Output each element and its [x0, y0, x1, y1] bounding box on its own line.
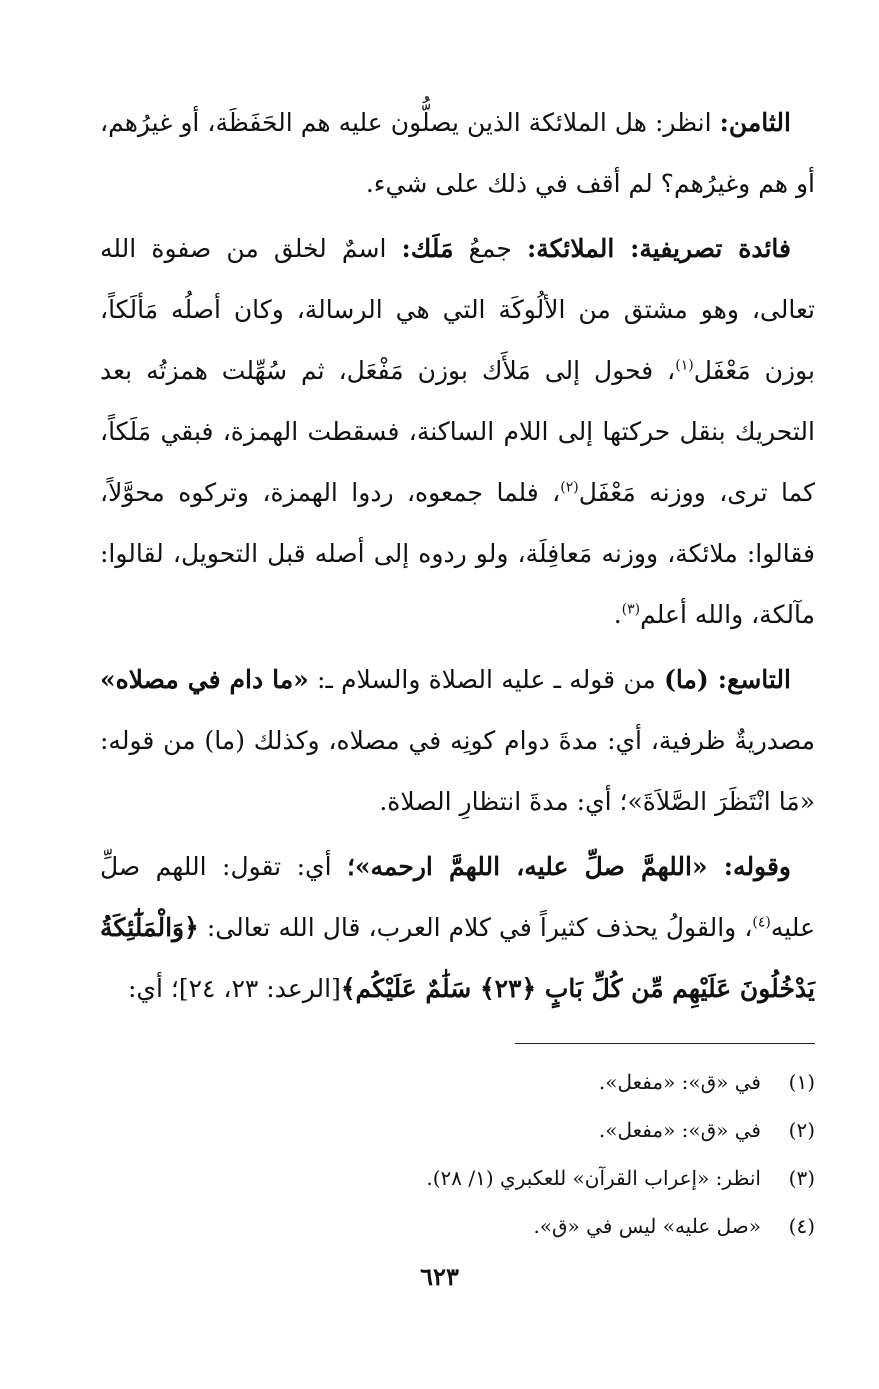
paragraph-ninth	[100, 649, 815, 832]
footnote-item	[100, 1106, 815, 1154]
paragraph-text: .	[613, 600, 622, 629]
paragraph-text: أي: تقول: اللهم صلِّ عليه	[100, 852, 815, 942]
footnote-number: (١)	[788, 1070, 815, 1094]
footnote-number: (٤)	[788, 1214, 815, 1238]
paragraph-text: انظر: هل الملائكة الذين يصلُّون عليه هم الحَفَظَة، أو غيرُهم، أو هم وغيرُهم؟ لم أقف في ذلك على شيء.	[100, 108, 815, 198]
footnote-text: انظر: «إعراب القرآن» للعكبري (١/ ٢٨).	[426, 1166, 761, 1190]
verse-reference: [الرعد: ٢٣، ٢٤]؛ أي:	[128, 974, 341, 1003]
paragraph-lead: مَلَك:	[401, 234, 454, 263]
footnote-ref[interactable]: (٣)	[621, 601, 641, 618]
paragraph-text: من قوله ـ عليه الصلاة والسلام ـ:	[308, 665, 665, 694]
paragraph-lead: التاسع: (ما)	[664, 665, 791, 694]
footnote-item	[100, 1154, 815, 1202]
paragraph-text: ، والقولُ يحذف كثيراً في كلام العرب، قال الله تعالى:	[198, 913, 753, 942]
footnotes	[100, 1058, 815, 1250]
quran-verse: ﴿وَالْمَلَٰٓئِكَةُ يَدْخُلُونَ عَلَيْهِم مِّن كُلِّ بَابٍ ﴿٢٣﴾ سَلَٰمٌ عَلَيْكُم﴾	[100, 913, 815, 1003]
hadith-quote: «ما دام في مصلاه»	[100, 665, 309, 694]
footnote-divider	[515, 1043, 815, 1044]
paragraph-lead: الثامن:	[719, 108, 791, 137]
paragraph-lead: وقوله: «اللهمَّ صلِّ عليه، اللهمَّ ارحمه»؛	[346, 852, 791, 881]
footnote-ref[interactable]: (٤)	[752, 914, 771, 931]
footnote-text: في «ق»: «مفعل».	[598, 1070, 761, 1094]
paragraph-eighth	[100, 92, 815, 214]
paragraph-text: ، فحول إلى مَلأَك بوزن مَفْعَل، ثم سُهِّلت همزتُه بعد التحريك بنقل حركتها إلى اللام الساكنة، فسقطت الهمزة، فبقي مَلَكاً، كما ترى، ووزنه مَعْفَل	[100, 356, 815, 507]
paragraph-prayer	[100, 836, 815, 1019]
paragraph-text: ، فلما جمعوه، ردوا الهمزة، وتركوه محوَّلاً، فقالوا: ملائكة، ووزنه مَعافِلَة، ولو ردوه إلى أصله قبل التحويل، لقالوا: مآلكة، والله أعلم	[100, 478, 815, 629]
footnote-text: في «ق»: «مفعل».	[598, 1118, 761, 1142]
paragraph-text: جمعُ	[453, 234, 527, 263]
footnote-number: (٣)	[788, 1166, 815, 1190]
footnote-number: (٢)	[788, 1118, 815, 1142]
paragraph-text: اسمٌ لخلق من صفوة الله تعالى، وهو مشتق من الألُوكَة التي هي الرسالة، وكان أصلُه مَألَكاً، بوزن مَعْفَل	[100, 234, 815, 385]
paragraph-morphology	[100, 218, 815, 645]
paragraph-text: مصدريةٌ ظرفية، أي: مدةَ دوام كونِه في مصلاه، وكذلك (ما) من قوله: «مَا انْتَظَرَ الصَّلاَةَ»؛ أي: مدةَ انتظارِ الصلاة.	[100, 726, 815, 816]
footnote-ref[interactable]: (١)	[675, 357, 694, 374]
footnote-item	[100, 1058, 815, 1106]
paragraph-lead: فائدة تصريفية: الملائكة:	[526, 234, 792, 263]
footnote-text: «صل عليه» ليس في «ق».	[533, 1214, 761, 1238]
footnote-ref[interactable]: (٢)	[560, 479, 579, 496]
page-number: ٦٢٣	[420, 1262, 459, 1291]
footnote-item	[100, 1202, 815, 1250]
